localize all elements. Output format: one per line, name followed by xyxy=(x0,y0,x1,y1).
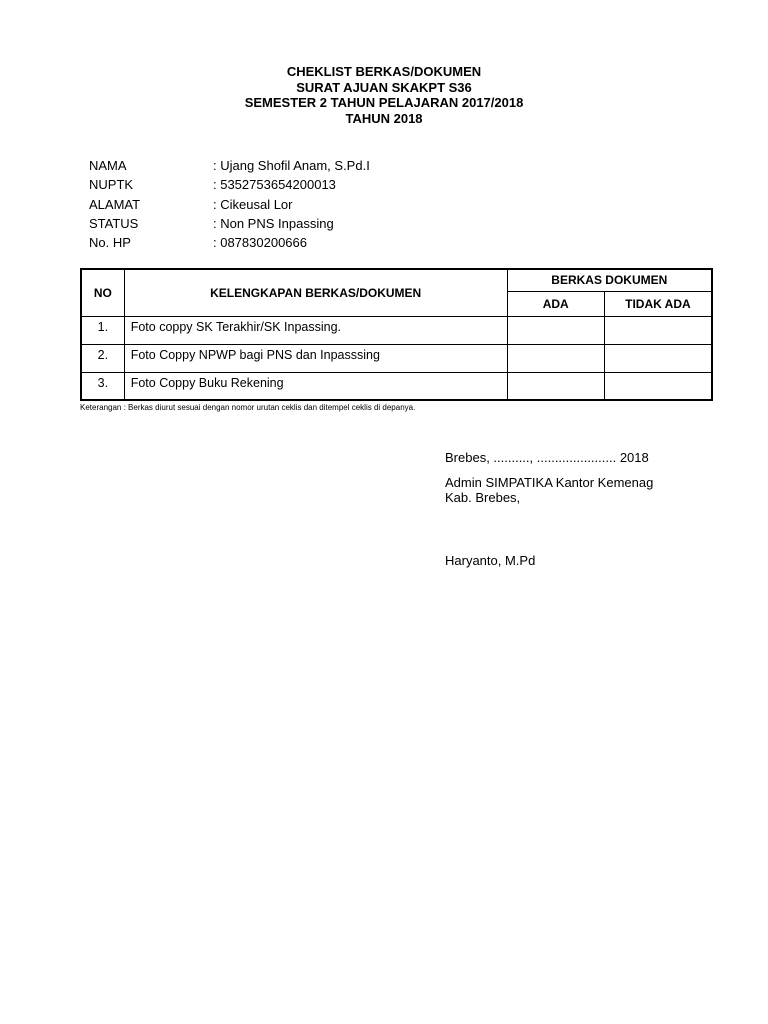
info-label: STATUS xyxy=(89,215,139,231)
table-row xyxy=(81,316,712,344)
keterangan-note: Keterangan : Berkas diurut sesuai dengan nomor urutan ceklis dan ditempel ceklis di depanya. xyxy=(80,403,416,412)
header-no: NO xyxy=(81,269,124,316)
signature-place-date: Brebes, .........., ...................... 2018 xyxy=(445,450,649,465)
row-description: Foto Coppy NPWP bagi PNS dan Inpasssing xyxy=(124,344,507,372)
info-value: : Ujang Shofil Anam, S.Pd.I xyxy=(213,158,370,173)
table-row xyxy=(81,344,712,372)
check-tidak-ada-cell[interactable] xyxy=(604,316,712,344)
title-line-1: CHEKLIST BERKAS/DOKUMEN xyxy=(286,64,482,79)
document-title xyxy=(0,64,768,126)
title-line-3: SEMESTER 2 TAHUN PELAJARAN 2017/2018 xyxy=(244,95,524,110)
check-tidak-ada-cell[interactable] xyxy=(604,372,712,400)
info-value: : 087830200666 xyxy=(213,235,307,251)
table-row xyxy=(81,372,712,400)
checklist-table xyxy=(80,268,713,401)
table-header-row xyxy=(81,269,712,291)
signature-role-line-2: Kab. Brebes, xyxy=(445,490,521,505)
header-kelengkapan: KELENGKAPAN BERKAS/DOKUMEN xyxy=(124,269,507,316)
title-line-4: TAHUN 2018 xyxy=(345,110,423,126)
row-description: Foto coppy SK Terakhir/SK Inpassing. xyxy=(124,316,507,344)
check-ada-cell[interactable] xyxy=(507,316,604,344)
check-ada-cell[interactable] xyxy=(507,344,604,372)
signatory-name: Haryanto, M.Pd xyxy=(445,553,536,568)
check-ada-cell[interactable] xyxy=(507,372,604,400)
row-number: 3. xyxy=(81,372,124,400)
info-value: : 5352753654200013 xyxy=(213,177,336,193)
header-tidak-ada: TIDAK ADA xyxy=(604,291,712,316)
info-label: NAMA xyxy=(89,158,127,173)
title-line-2: SURAT AJUAN SKAKPT S36 xyxy=(296,79,472,95)
row-description: Foto Coppy Buku Rekening xyxy=(124,372,507,400)
info-label: No. HP xyxy=(89,235,131,251)
signature-role-line-1: Admin SIMPATIKA Kantor Kemenag xyxy=(445,475,654,490)
info-label: ALAMAT xyxy=(89,196,141,212)
row-number: 2. xyxy=(81,344,124,372)
header-ada: ADA xyxy=(507,291,604,316)
info-label: NUPTK xyxy=(89,177,134,193)
info-value: : Non PNS Inpassing xyxy=(213,215,334,231)
row-number: 1. xyxy=(81,316,124,344)
info-value: : Cikeusal Lor xyxy=(213,196,293,212)
header-berkas-dokumen: BERKAS DOKUMEN xyxy=(507,269,712,291)
check-tidak-ada-cell[interactable] xyxy=(604,344,712,372)
